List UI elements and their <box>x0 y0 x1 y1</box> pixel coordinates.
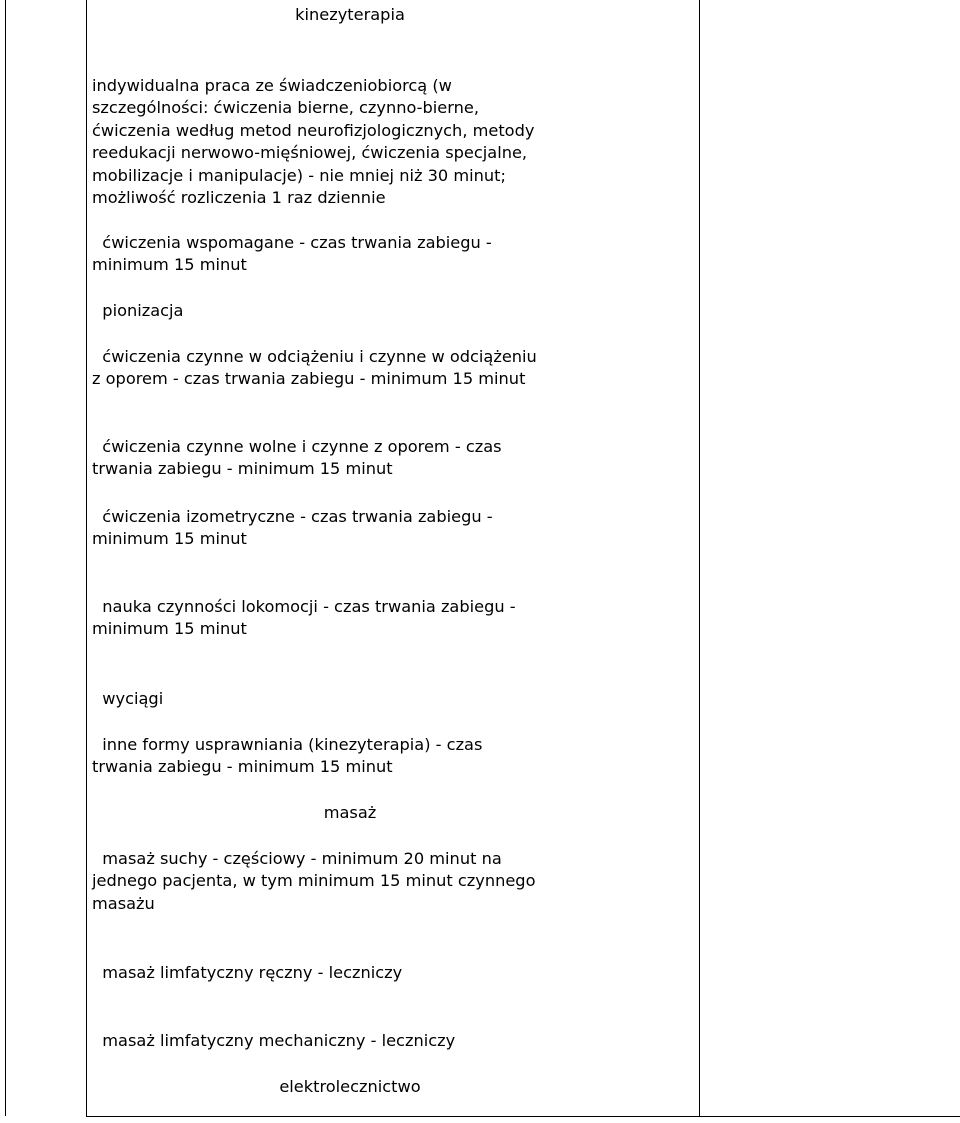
procedure-odciazeniu <box>92 346 537 391</box>
text-line: masaż suchy - częściowy - minimum 20 minut na <box>92 849 502 868</box>
text-line: masażu <box>92 893 155 913</box>
procedure-czynne-wolne <box>92 436 502 481</box>
procedure-wyciagi <box>92 688 163 710</box>
text-line: ćwiczenia według metod neurofizjologicznych, metody <box>92 120 535 140</box>
text-line: szczególności: ćwiczenia bierne, czynno-bierne, <box>92 98 479 118</box>
text-line: ćwiczenia wspomagane - czas trwania zabiegu - <box>92 233 492 252</box>
text-line: indywidualna praca ze świadczeniobiorcą (w <box>92 76 452 95</box>
procedure-inne-formy <box>92 734 482 779</box>
text-line: minimum 15 minut <box>92 529 247 549</box>
text-line: trwania zabiegu - minimum 15 minut <box>92 757 393 777</box>
text-line: trwania zabiegu - minimum 15 minut <box>92 459 393 479</box>
procedure-indywidualna <box>92 75 534 209</box>
text-line: minimum 15 minut <box>92 619 247 639</box>
text-line: masaż limfatyczny ręczny - leczniczy <box>92 963 403 982</box>
text-line: masaż limfatyczny mechaniczny - leczniczy <box>92 1031 456 1050</box>
procedure-izometryczne <box>92 506 493 551</box>
text-line: ćwiczenia czynne w odciążeniu i czynne w odciążeniu <box>92 347 537 366</box>
text-line: kinezyterapia <box>295 5 405 24</box>
procedure-limfatyczny-reczny <box>92 962 402 984</box>
procedure-masaz-suchy <box>92 848 536 915</box>
procedures-table <box>86 0 960 1117</box>
text-line: z oporem - czas trwania zabiegu - minimum 15 minut <box>92 369 526 389</box>
procedure-masaz-header <box>92 802 608 824</box>
text-line: wyciągi <box>92 689 164 708</box>
page-left-rule <box>5 0 6 1116</box>
text-line: pionizacja <box>92 301 184 320</box>
procedure-elektro-header <box>92 1076 608 1098</box>
procedure-kinezyterapia-header <box>92 4 608 26</box>
text-line: reedukacji nerwowo-mięśniowej, ćwiczenia specjalne, <box>92 143 528 163</box>
text-line: mobilizacje i manipulacje) - nie mniej niż 30 minut; <box>92 165 506 185</box>
text-line: ćwiczenia izometryczne - czas trwania zabiegu - <box>92 507 493 526</box>
procedure-lokomocji <box>92 596 516 641</box>
text-line: ćwiczenia czynne wolne i czynne z oporem - czas <box>92 437 502 456</box>
text-line: jednego pacjenta, w tym minimum 15 minut czynnego <box>92 871 536 891</box>
text-line: minimum 15 minut <box>92 255 247 275</box>
text-line: możliwość rozliczenia 1 raz dziennie <box>92 188 386 208</box>
procedure-pionizacja <box>92 300 183 322</box>
text-line: nauka czynności lokomocji - czas trwania zabiegu - <box>92 597 516 616</box>
column-divider <box>699 0 700 1116</box>
text-line: masaż <box>323 803 377 822</box>
procedure-wspomagane <box>92 232 492 277</box>
text-line: inne formy usprawniania (kinezyterapia) - czas <box>92 735 483 754</box>
procedure-limfatyczny-mech <box>92 1030 455 1052</box>
text-line: elektrolecznictwo <box>279 1077 421 1096</box>
